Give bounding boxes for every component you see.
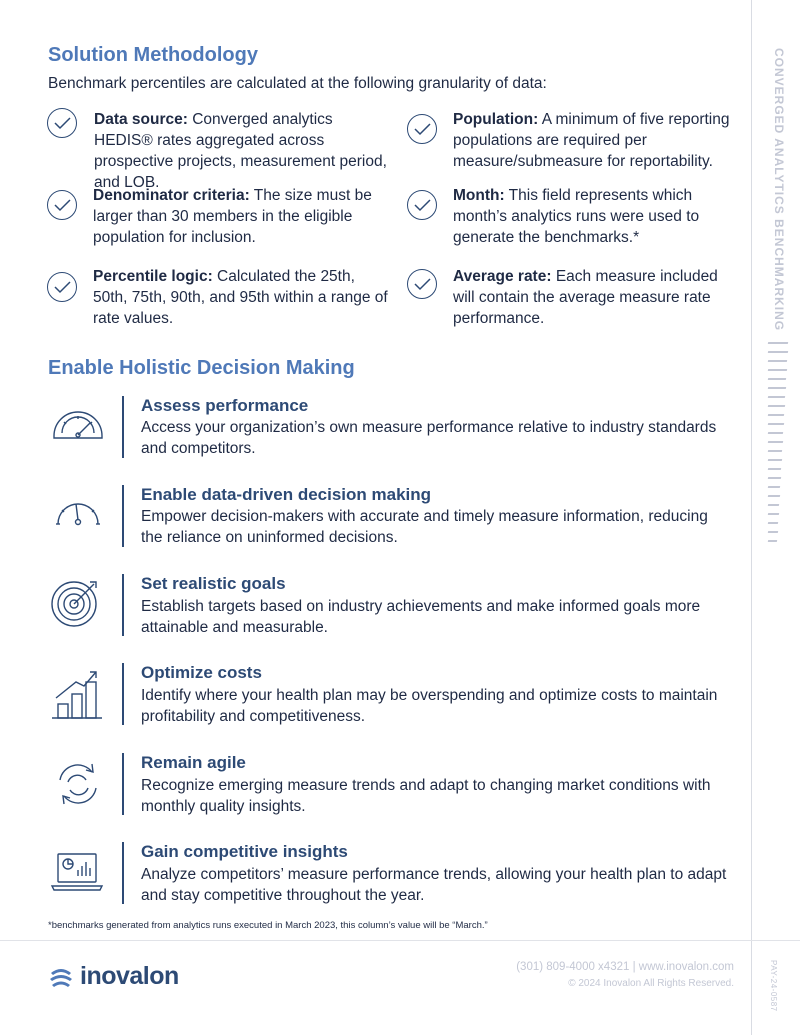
check-circle-icon [407,190,437,220]
side-label: CONVERGED ANALYTICS BENCHMARKING [772,48,786,332]
criterion-data-source: Data source: Converged analytics HEDIS® rates aggregated across prospective projects, measurement period, and LOB. [94,111,387,191]
criterion-average-rate: Average rate: Each measure included will contain the average measure rate performance. [453,268,718,327]
logo-wordmark: inovalon [80,962,179,990]
benefit-divider [122,574,124,636]
benefit-divider [122,842,124,904]
copyright-line: © 2024 Inovalon All Rights Reserved. [568,978,734,989]
methodology-title: Solution Methodology [48,44,258,66]
footer-divider [0,940,800,941]
benefit-description: Analyze competitors’ measure performance trends, allowing your health plan to adapt and stay competitive throughout the year. [141,866,727,904]
laptop-analytics-icon [50,846,106,898]
benefit-description: Recognize emerging measure trends and adapt to changing market conditions with monthly quality insights. [141,777,711,815]
target-icon [50,576,106,628]
benefit-title: Remain agile [141,753,246,772]
benefit-description: Identify where your health plan may be overspending and optimize costs to maintain profitability and competitiveness. [141,687,718,725]
check-circle-icon [47,108,77,138]
footnote: *benchmarks generated from analytics runs executed in March 2023, this column’s value will be “March.” [48,920,488,931]
document-id: PAY-24-0587 [769,960,778,1012]
benefit-title: Gain competitive insights [141,842,348,861]
criterion-population: Population: A minimum of five reporting populations are required per measure/submeasure for reportability. [453,111,730,170]
refresh-icon [50,758,106,810]
logo-mark-icon [48,964,74,990]
benefit-divider [122,396,124,458]
benefit-title: Optimize costs [141,663,262,682]
methodology-intro: Benchmark percentiles are calculated at the following granularity of data: [48,75,547,92]
criterion-denominator: Denominator criteria: The size must be larger than 30 members in the eligible population for inclusion. [93,187,372,246]
benefit-description: Empower decision-makers with accurate and timely measure information, reducing the reliance on uninformed decisions. [141,508,708,546]
criterion-month: Month: This field represents which month’s analytics runs were used to generate the benchmarks.* [453,187,700,246]
gauge-icon [50,492,106,544]
benefit-description: Access your organization’s own measure performance relative to industry standards and competitors. [141,419,717,457]
speedometer-icon [50,402,106,454]
contact-line: (301) 809-4000 x4321 | www.inovalon.com [516,961,734,973]
check-circle-icon [407,114,437,144]
growth-chart-icon [50,668,106,720]
benefit-divider [122,663,124,725]
benefit-divider [122,485,124,547]
inovalon-logo [48,962,179,991]
decision-title: Enable Holistic Decision Making [48,357,355,379]
benefit-description: Establish targets based on industry achievements and make informed goals more attainable and measurable. [141,598,701,636]
criterion-percentile-logic: Percentile logic: Calculated the 25th, 50th, 75th, 90th, and 95th within a range of rate values. [93,268,388,327]
check-circle-icon [47,190,77,220]
check-circle-icon [47,272,77,302]
benefit-title: Set realistic goals [141,574,286,593]
benefit-title: Assess performance [141,396,309,415]
side-divider [751,0,752,1035]
benefit-divider [122,753,124,815]
benefit-title: Enable data-driven decision making [141,485,432,504]
check-circle-icon [407,269,437,299]
